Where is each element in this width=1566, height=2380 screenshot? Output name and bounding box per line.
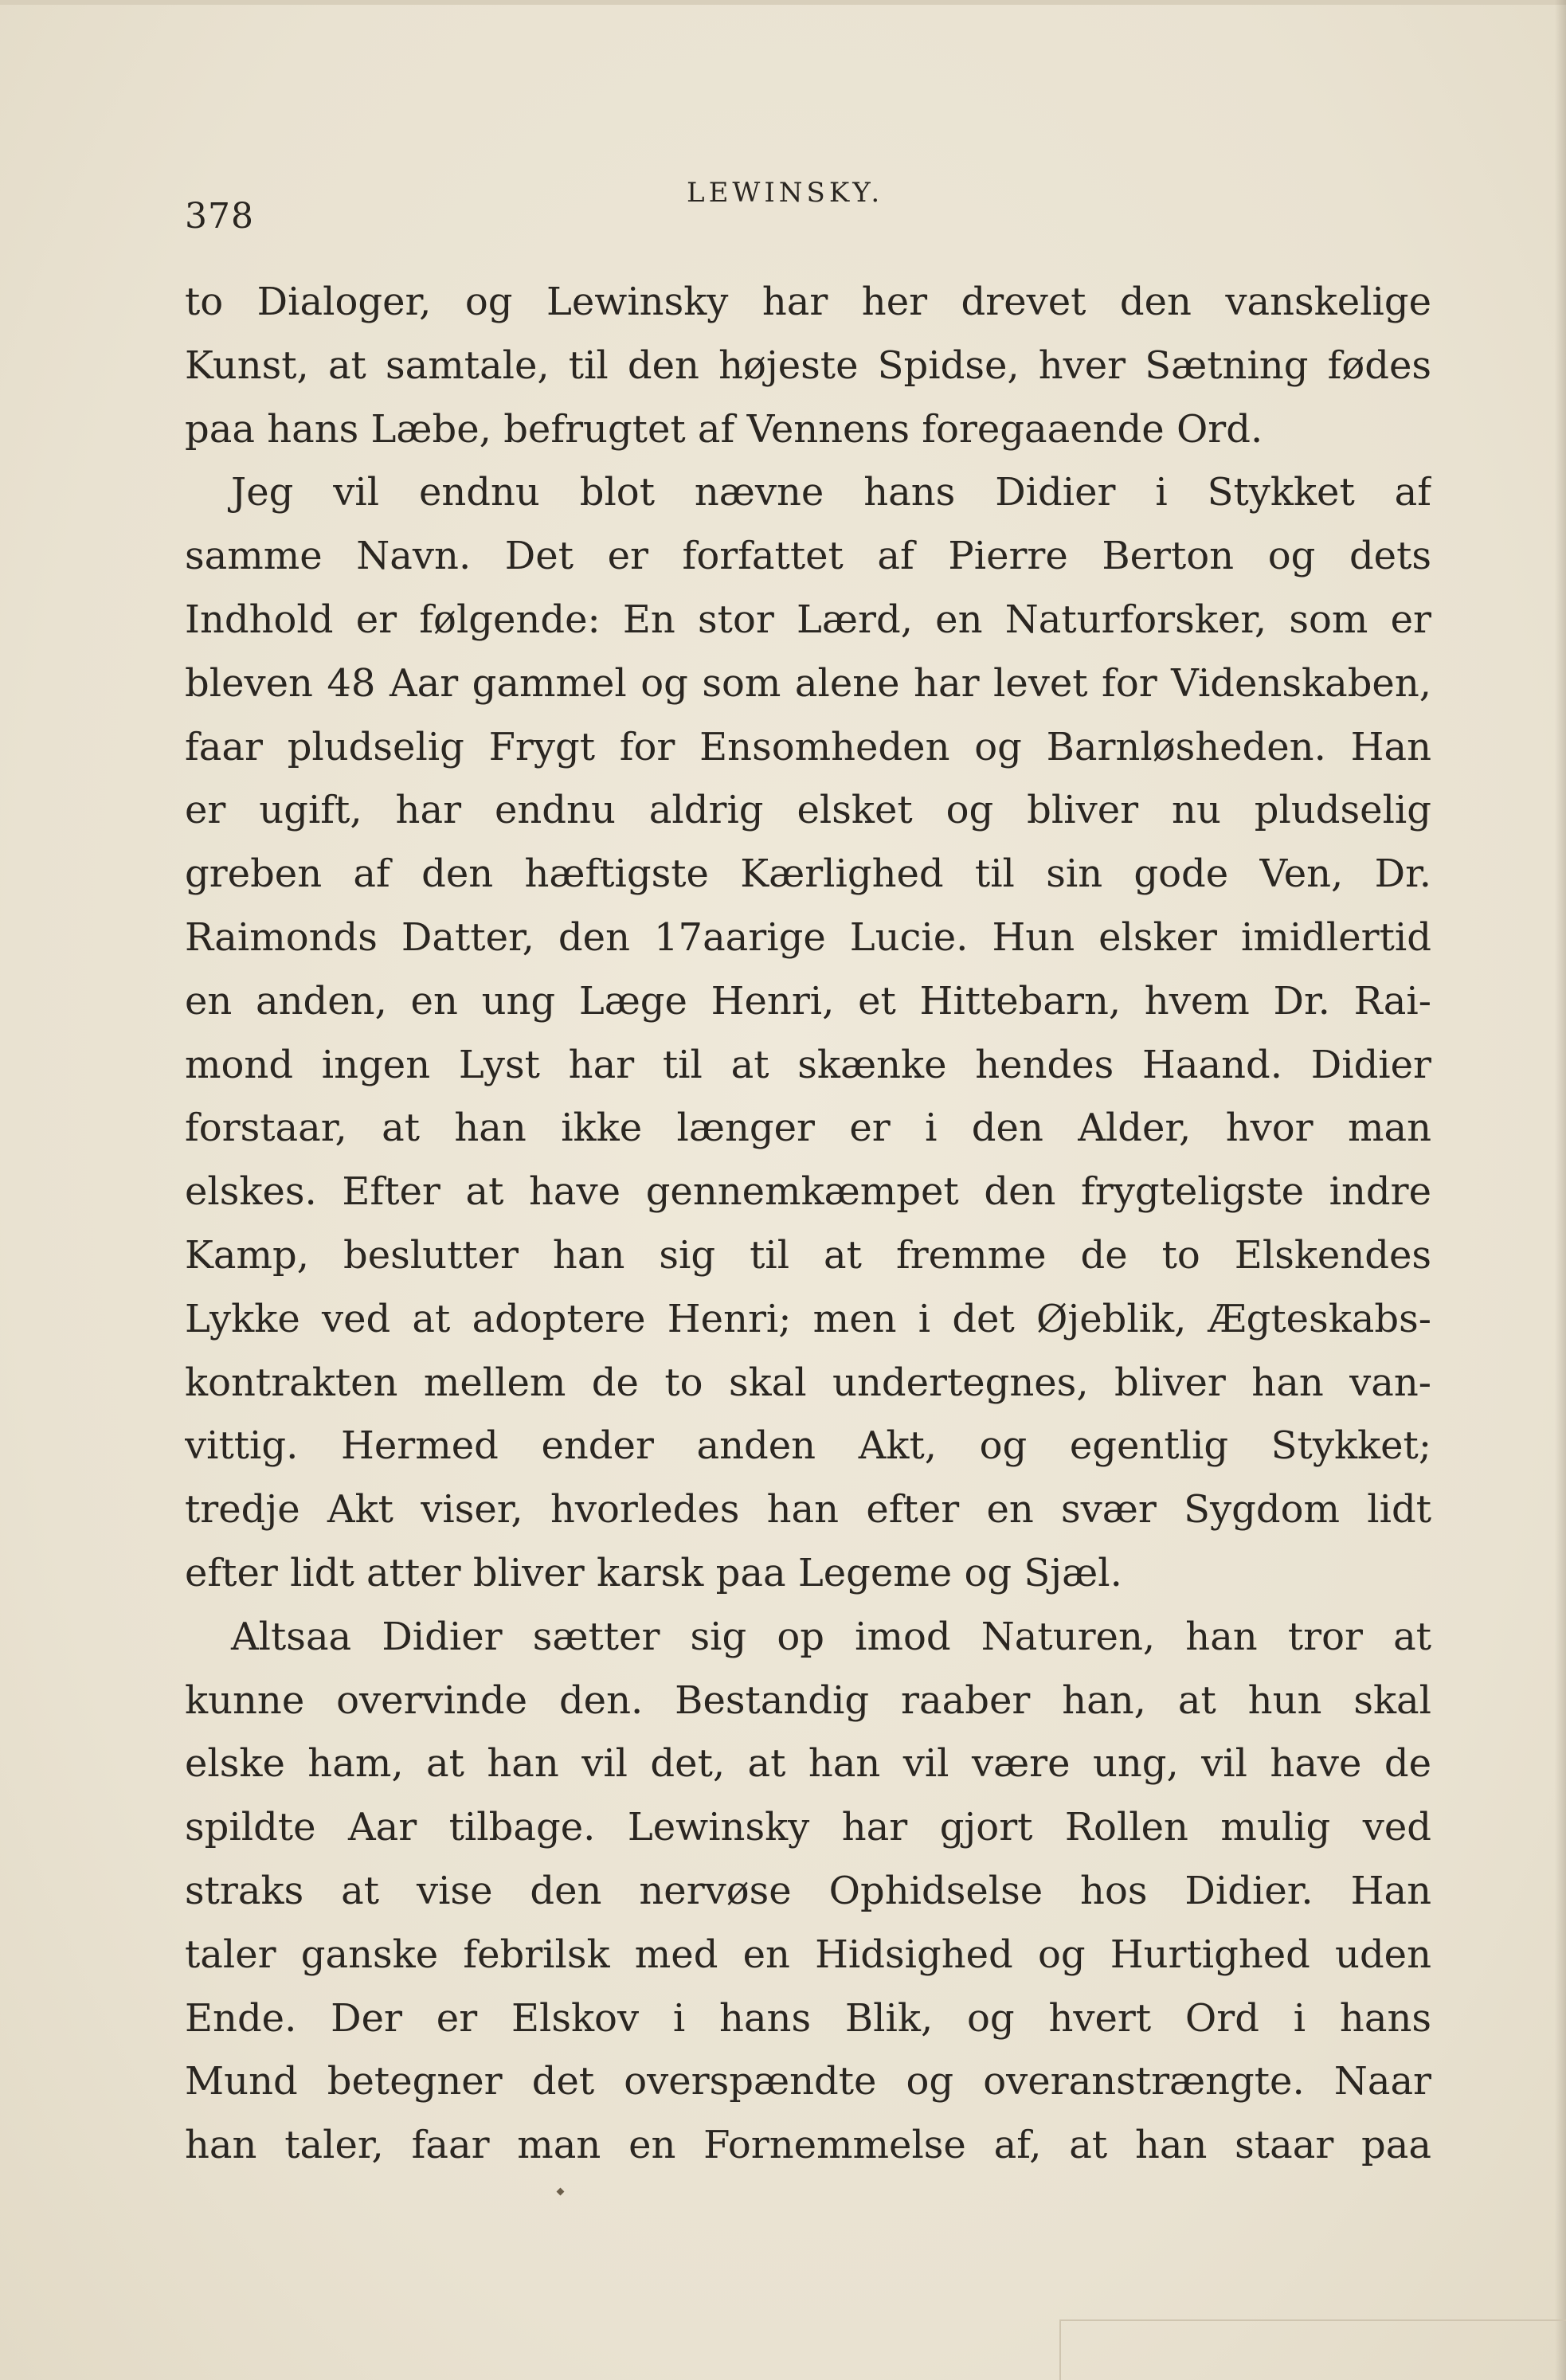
text-line: faar pludselig Frygt for Ensomheden og Barnløsheden. Han [185,724,1431,769]
text-line: forstaar, at han ikke længer er i den Alder, hvor man [185,1106,1431,1151]
scan-edge-line [1059,2319,1061,2380]
running-title: LEWINSKY. [687,177,884,209]
text-line: Ende. Der er Elskov i hans Blik, og hvert Ord i hans [185,1995,1431,2041]
text-line: Jeg vil endnu blot nævne hans Didier i Stykket af [231,470,1431,515]
body-text [185,271,1431,2178]
text-line: to Dialoger, og Lewinsky har her drevet den vanskelige [185,280,1431,324]
text-line: straks at vise den nervøse Ophidselse hos Didier. Han [185,1868,1431,1913]
scan-edge-line [1059,2319,1566,2321]
page-top-edge [0,0,1566,5]
page-number: 378 [185,196,254,237]
text-line: er ugift, har endnu aldrig elsket og bliver nu pludselig [185,788,1431,833]
text-line: spildte Aar tilbage. Lewinsky har gjort Rollen mulig ved [185,1805,1431,1850]
text-line: Kamp, beslutter han sig til at fremme de to Elskendes [185,1232,1431,1278]
text-line: tredje Akt viser, hvorledes han efter en svær Sygdom lidt [185,1487,1431,1533]
text-line: kontrakten mellem de to skal undertegnes, bliver han van- [185,1360,1431,1405]
text-line: Altsaa Didier sætter sig op imod Naturen, han tror at [231,1614,1431,1659]
text-line: Mund betegner det overspændte og overanstrængte. Naar [185,2059,1431,2104]
text-line: Lykke ved at adoptere Henri; men i det Øjeblik, Ægteskabs- [185,1296,1431,1341]
text-line: greben af den hæftigste Kærlighed til sin gode Ven, Dr. [185,851,1431,897]
text-line: kunne overvinde den. Bestandig raaber han, at hun skal [185,1677,1431,1723]
text-line: han taler, faar man en Fornemmelse af, at han staar paa [185,2123,1431,2168]
text-line: bleven 48 Aar gammel og som alene har levet for Videnskaben, [185,660,1431,706]
text-line: vittig. Hermed ender anden Akt, og egentlig Stykket; [185,1423,1431,1469]
page-right-shadow [1555,0,1566,2380]
text-line: Raimonds Datter, den 17aarige Lucie. Hun elsker imidlertid [185,914,1431,960]
ink-speck [557,2188,565,2196]
text-line: paa hans Læbe, befrugtet af Vennens foregaaende Ord. [185,406,1263,452]
text-line: elske ham, at han vil det, at han vil være ung, vil have de [185,1741,1431,1787]
text-line: samme Navn. Det er forfattet af Pierre Berton og dets [185,534,1431,579]
text-line: en anden, en ung Læge Henri, et Hittebarn, hvem Dr. Rai- [185,978,1431,1024]
text-line: Indhold er følgende: En stor Lærd, en Naturforsker, som er [185,597,1431,642]
text-line: efter lidt atter bliver karsk paa Legeme og Sjæl. [185,1550,1122,1595]
text-line: mond ingen Lyst har til at skænke hendes Haand. Didier [185,1042,1431,1087]
text-line: taler ganske febrilsk med en Hidsighed og Hurtighed uden [185,1932,1431,1977]
text-line: elskes. Efter at have gennemkæmpet den frygteligste indre [185,1169,1431,1215]
text-line: Kunst, at samtale, til den højeste Spidse, hver Sætning fødes [185,343,1431,388]
